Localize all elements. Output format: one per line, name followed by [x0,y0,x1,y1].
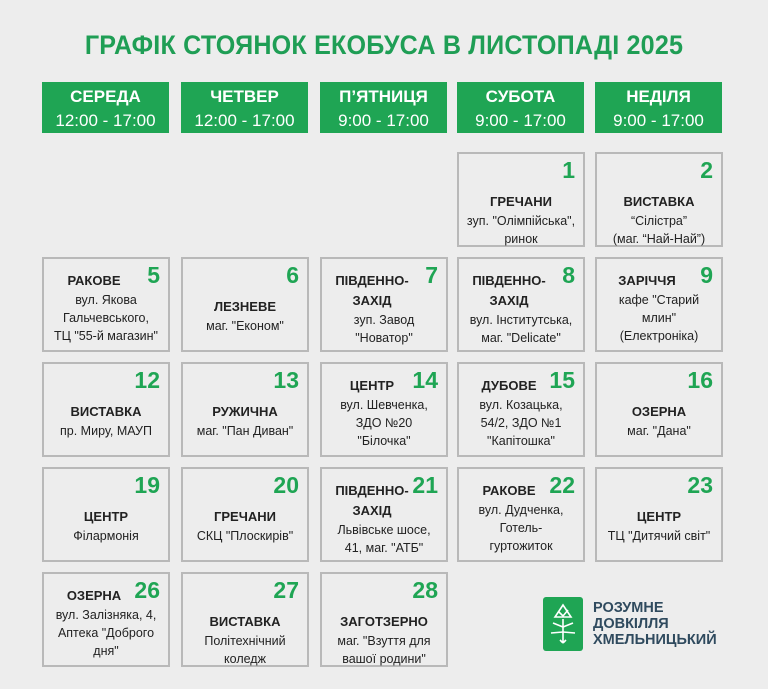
address-line: ТЦ "Дитячий світ" [607,529,711,543]
day-name: П’ЯТНИЦЯ [339,87,428,106]
address-line: (Електроніка) [619,329,699,343]
place-name: ЦЕНТР [83,509,129,524]
calendar-cell [42,362,170,457]
place-name: РАКОВЕ [67,273,121,288]
calendar-cell [320,257,448,352]
calendar-cell [457,257,585,352]
address-line: Філармонія [73,529,139,543]
calendar-cell [181,257,309,352]
day-number: 28 [412,577,438,603]
day-number: 27 [273,577,299,603]
day-name: НЕДІЛЯ [626,87,691,106]
calendar-cell [457,152,585,247]
place-name: ПІВДЕННО-ЗАХІД [472,273,546,308]
day-number: 19 [134,472,160,498]
logo-line: ХМЕЛЬНИЦЬКИЙ [593,632,717,648]
day-hours: 12:00 - 17:00 [194,111,295,130]
day-number: 1 [562,157,575,183]
day-header [320,82,447,133]
calendar-cell [42,257,170,352]
calendar-cell [457,362,585,457]
day-number: 5 [147,262,160,288]
address-line: вашої родини" [342,652,426,666]
place-name: ВИСТАВКА [209,614,281,629]
day-hours: 12:00 - 17:00 [55,111,156,130]
logo [543,597,717,651]
address-line: зуп. Завод [353,313,415,327]
address-line: 41, маг. "АТБ" [344,541,424,555]
day-number: 7 [425,262,438,288]
day-hours: 9:00 - 17:00 [475,111,566,130]
address-line: “Сілістра” [630,214,688,228]
address-line: "Білочка" [357,434,411,448]
address-line: вул. Інститутська, [469,313,573,327]
day-number: 6 [286,262,299,288]
day-name: СЕРЕДА [70,87,141,106]
address-line: коледж [224,652,266,666]
address-line: зуп. "Олімпійська", [466,214,576,228]
day-number: 26 [134,577,160,603]
place-name: ЗАГОТЗЕРНО [340,614,428,629]
calendar-cell [181,572,309,667]
address-line: ЗДО №20 [355,416,413,430]
calendar-cell [42,467,170,562]
calendar-cell [42,572,170,667]
address-line: маг. "Пан Диван" [196,424,294,438]
day-name: СУБОТА [485,87,556,106]
day-number: 13 [273,367,299,393]
calendar-cell [595,152,723,247]
day-header [181,82,308,133]
calendar-cell [181,362,309,457]
logo-line: ДОВКІЛЛЯ [593,616,669,632]
logo-line: РОЗУМНЕ [593,600,664,616]
place-name: ОЗЕРНА [66,588,122,603]
address-line: ринок [504,232,538,246]
address-line: СКЦ "Плоскирів" [196,529,294,543]
place-name: ВИСТАВКА [623,194,695,209]
address-line: (маг. “Най-Най”) [612,232,706,246]
address-line: маг. "Взуття для [337,634,431,648]
day-number: 23 [687,472,713,498]
day-hours: 9:00 - 17:00 [338,111,429,130]
address-line: гуртожиток [489,539,553,553]
place-name: ЦЕНТР [349,378,395,393]
address-line: вул. Козацька, [479,398,563,412]
calendar-cell [320,467,448,562]
day-number: 12 [134,367,160,393]
address-line: Готель- [499,521,543,535]
day-number: 20 [273,472,299,498]
address-line: ТЦ "55-й магазин" [53,329,158,343]
address-line: 54/2, ЗДО №1 [480,416,562,430]
address-line: "Капітошка" [487,434,555,448]
calendar-cell [320,572,448,667]
day-number: 2 [700,157,713,183]
address-line: кафе "Старий [618,293,700,307]
calendar-cell [595,257,723,352]
day-number: 21 [412,472,438,498]
address-line: вул. Якова [75,293,137,307]
day-header [595,82,722,133]
calendar-cell [457,467,585,562]
calendar-cell [595,362,723,457]
address-line: пр. Миру, МАУП [60,424,152,438]
place-name: РАКОВЕ [482,483,536,498]
address-line: Аптека "Доброго [57,626,155,640]
place-name: ОЗЕРНА [631,404,687,419]
calendar-cell [320,362,448,457]
address-line: вул. Шевченка, [340,398,428,412]
address-line: маг. "Економ" [206,319,284,333]
place-name: ПІВДЕННО-ЗАХІД [335,273,409,308]
place-name: ДУБОВЕ [481,378,537,393]
place-name: ГРЕЧАНИ [490,194,552,209]
place-name: ЗАРІЧЧЯ [618,273,676,288]
day-number: 15 [549,367,575,393]
day-header [42,82,169,133]
address-line: Гальчевського, [63,311,149,325]
place-name: РУЖИЧНА [212,404,278,419]
day-name: ЧЕТВЕР [210,87,279,106]
day-number: 22 [549,472,575,498]
day-hours: 9:00 - 17:00 [613,111,704,130]
calendar-cell [181,467,309,562]
place-name: ЦЕНТР [636,509,682,524]
address-line: Львівське шосе, [337,523,431,537]
day-number: 8 [562,262,575,288]
recycle-tree-icon [543,597,583,651]
address-line: дня" [93,644,119,658]
address-line: маг. "Дана" [627,424,691,438]
place-name: ГРЕЧАНИ [214,509,276,524]
address-line: млин" [641,311,677,325]
address-line: "Новатор" [355,331,413,345]
address-line: маг. "Delicate" [481,331,561,345]
address-line: Політехнічний [204,634,286,648]
calendar-cell [595,467,723,562]
day-number: 14 [412,367,438,393]
address-line: вул. Дудченка, [478,503,564,517]
page-title: ГРАФІК СТОЯНОК ЕКОБУСА В ЛИСТОПАДІ 2025 [84,30,684,60]
day-number: 9 [700,262,713,288]
day-number: 16 [687,367,713,393]
place-name: ПІВДЕННО-ЗАХІД [335,483,409,518]
place-name: ВИСТАВКА [70,404,142,419]
place-name: ЛЕЗНЕВЕ [213,299,277,314]
day-header [457,82,584,133]
address-line: вул. Залізняка, 4, [55,608,157,622]
